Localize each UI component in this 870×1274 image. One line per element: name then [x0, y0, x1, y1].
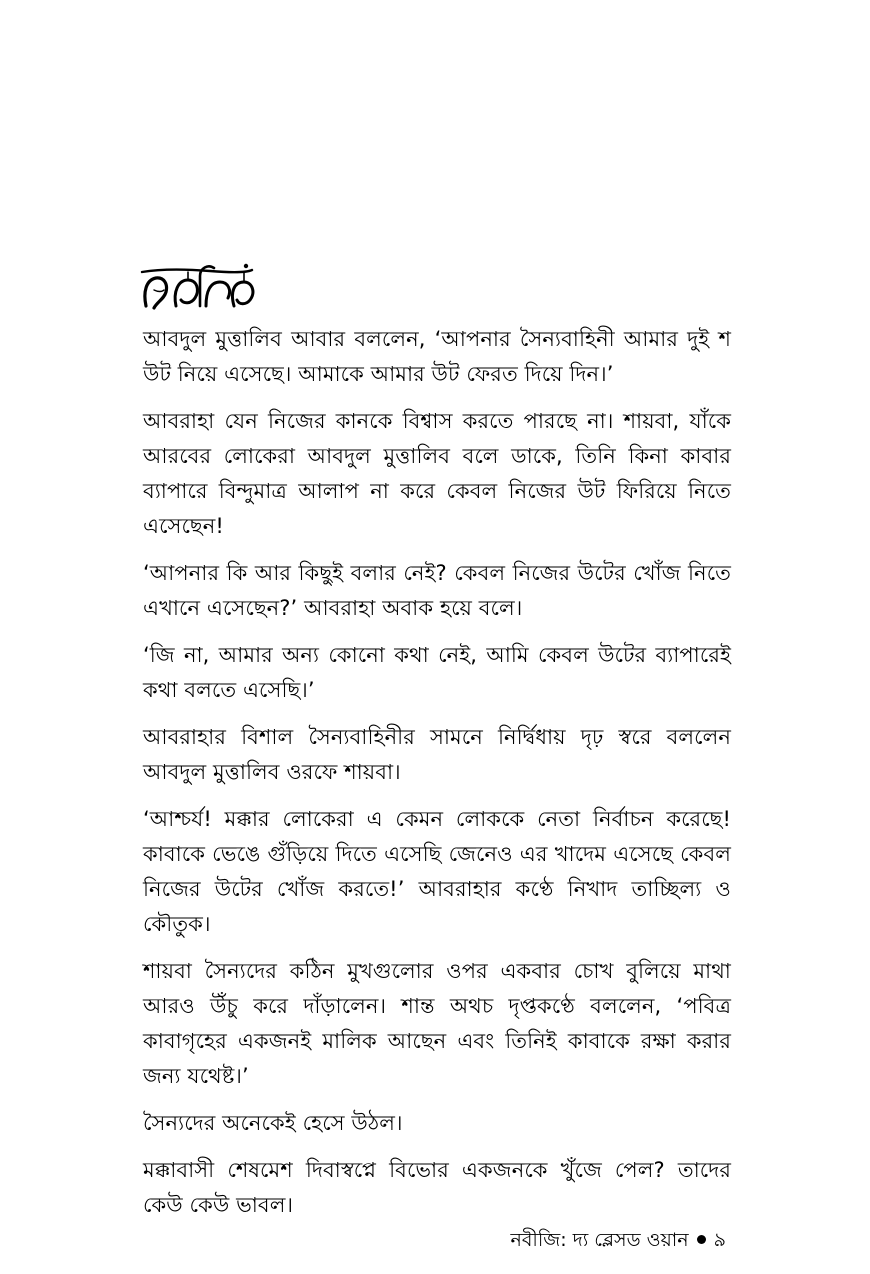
chapter-heading-calligraphy-drawing	[140, 262, 260, 310]
chapter-heading-calligraphy	[140, 262, 260, 310]
paragraph: আবদুল মুত্তালিব আবার বললেন, ‘আপনার সৈন্যবাহিনী আমার দুই শ উট নিয়ে এসেছে। আমাকে আমার উট ফেরত দিয়ে দিন।’	[143, 327, 731, 386]
paragraph: আবরাহার বিশাল সৈন্যবাহিনীর সামনে নির্দ্বিধায় দৃঢ় স্বরে বললেন আবদুল মুত্তালিব ওরফে শায়বা।	[143, 725, 731, 784]
paragraph: শায়বা সৈন্যদের কঠিন মুখগুলোর ওপর একবার চোখ বুলিয়ে মাথা আরও উঁচু করে দাঁড়ালেন। শান্ত অথচ দৃপ্তকণ্ঠে বললেন, ‘পবিত্র কাবাগৃহের একজনই মালিক আছেন এবং তিনিই কাবাকে রক্ষা করার জন্য যথেষ্ট।’	[143, 959, 731, 1088]
page-number: ৯	[713, 1229, 726, 1251]
paragraph: ‘জি না, আমার অন্য কোনো কথা নেই, আমি কেবল উটের ব্যাপারেই কথা বলতে এসেছি।’	[143, 643, 731, 702]
bullet-separator-icon	[697, 1235, 706, 1244]
paragraph: ‘আশ্চর্য! মক্কার লোকেরা এ কেমন লোককে নেতা নির্বাচন করেছে! কাবাকে ভেঙে গুঁড়িয়ে দিতে এসেছি জেনেও এর খাদেম এসেছে কেবল নিজের উটের খোঁজ করতে!’ আবরাহার কণ্ঠে নিখাদ তাচ্ছিল্য ও কৌতুক।	[143, 807, 731, 936]
paragraph: মক্কাবাসী শেষমেশ দিবাস্বপ্নে বিভোর একজনকে খুঁজে পেল? তাদের কেউ কেউ ভাবল।	[143, 1158, 731, 1217]
running-title: নবীজি: দ্য ব্লেসড ওয়ান	[510, 1229, 689, 1251]
paragraph: আবরাহা যেন নিজের কানকে বিশ্বাস করতে পারছে না। শায়বা, যাঁকে আরবের লোকেরা আবদুল মুত্তালিব বলে ডাকে, তিনি কিনা কাবার ব্যাপারে বিন্দুমাত্র আলাপ না করে কেবল নিজের উট ফিরিয়ে নিতে এসেছেন!	[143, 409, 731, 538]
body-text	[143, 322, 731, 1235]
page-footer	[511, 1226, 727, 1254]
paragraph: সৈন্যদের অনেকেই হেসে উঠল।	[143, 1111, 403, 1135]
paragraph: ‘আপনার কি আর কিছুই বলার নেই? কেবল নিজের উটের খোঁজ নিতে এখানে এসেছেন?’ আবরাহা অবাক হয়ে বলে।	[143, 561, 731, 620]
